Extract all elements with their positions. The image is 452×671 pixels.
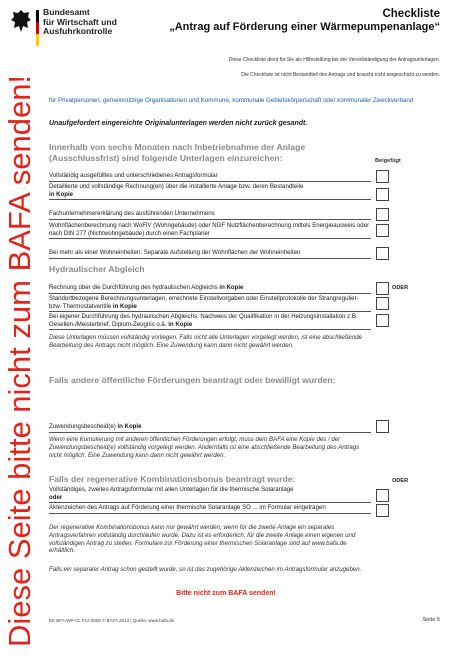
checkbox[interactable] — [376, 188, 389, 201]
page-title: Checkliste „Antrag auf Förderung einer Wärmepumpenanlage“ — [169, 8, 440, 33]
section3-note: Wenn eine Kumulierung mit anderen öffentlichen Förderungen erfolgt, muss dem BAFA eine Kopie des / der Zuwendungsbescheid(e) vollständig vorgelegt werden. Andernfalls ist eine abschließende Bearbeitung des Antrags nicht möglich. Eine Zuwendung kann dann nicht gewährt werden. — [49, 436, 360, 459]
oder-label: ODER — [392, 478, 409, 484]
checkbox[interactable] — [376, 247, 389, 260]
checkbox[interactable] — [376, 224, 389, 237]
logo-text: Bundesamt für Wirtschaft und Ausfuhrkontrolle — [43, 7, 117, 36]
checkbox[interactable] — [376, 504, 389, 517]
list-item: Fachunternehmererklärung des ausführenden Unternehmens — [49, 210, 371, 220]
list-item: Wohnflächenberechnung nach WoFlV (Wohngebäude) oder NGF Nutzflächenberechnung mittels Energieausweis oder nach DIN 277 (Nichtwohngebäude) durch einen Fachplaner — [49, 222, 371, 239]
side-warning-text: Diese Seite bitte nicht zum BAFA senden! — [2, 74, 37, 648]
list-item: Rechnung über die Durchführung des hydraulischen Abgleichs in Kopie — [49, 284, 371, 294]
checkbox[interactable] — [376, 314, 389, 327]
checkbox[interactable] — [376, 489, 389, 502]
section4-title: Falls der regenerative Kombinationsbonus beantragt wurde: — [49, 474, 296, 484]
eagle-icon — [10, 8, 32, 34]
checkbox[interactable] — [376, 282, 389, 295]
bottom-warning: Bitte nicht zum BAFA senden! — [176, 590, 276, 597]
section4-note-2: Falls ein separater Antrag schon gestellt wurde, so ist das zugehörige Aktenzeichen im Antragsformular anzugeben. — [49, 566, 362, 573]
list-item: Zuwendungsbescheid(e) in Kopie — [49, 423, 371, 433]
section4-note-1: Der regenerative Kombinationsbonus kann nur gewährt werden, wenn für die zweite Anlage ein separates Antragsverfahren vollständig durchlaufen wurde. Dazu ist es erforderlich, für die zweite Anlage einen eigenen und vollständigen Antrag zu stellen. Formulare zur Förderung einer thermischen Solaranlage sind auf www.bafa.de erhältlich. — [49, 524, 356, 555]
section2-note: Diese Unterlagen müssen vollständig vorliegen. Falls nicht alle Unterlagen vorgelegt werden, ist eine abschließende Bearbeitung des Antrags nicht möglich. Eine Zuwendung kann dann nicht gewährt werden. — [49, 334, 362, 349]
checkbox[interactable] — [376, 170, 389, 183]
list-item: Standortbezogene Berechnungsunterlagen, errechnete Einstellvorgaben oder Einstellprotokolle der Strangregulier- bzw. Thermostatventile in Kopie — [49, 295, 371, 312]
section1-title: Innerhalb von sechs Monaten nach Inbetriebnahme der Anlage (Ausschlussfrist) sind folgende Unterlagen einzureichen: — [49, 142, 306, 163]
header-note-1: Diese Checkliste dient für Sie als Hilfestellung bei der Vervollständigung der Antragsunterlagen. — [228, 57, 440, 63]
intro-text: für Privatpersonen, gemeinnützige Organisationen und Kommune, kommunale Gebietskörperschaft oder kommunaler Zweckverband — [49, 97, 414, 104]
list-item: Detaillierte und vollständige Rechnung(en) über die installierte Anlage bzw. deren Bestandteile in Kopie — [49, 183, 371, 200]
section3-title: Falls andere öffentliche Förderungen beantragt oder bewilligt wurden: — [49, 375, 336, 385]
checkbox[interactable] — [376, 420, 389, 433]
section2-title: Hydraulischer Abgleich — [49, 264, 145, 274]
page-number: Seite 5 — [422, 617, 440, 623]
header-note-2: Die Checkliste ist nicht Bestandteil des Antrags und braucht nicht eingeschickt zu werden. — [241, 72, 440, 78]
beigefuegt-label: Beigefügt — [375, 158, 401, 164]
list-item: Aktenzeichen des Antrags auf Förderung einer thermische Solaranlage SO ... im Formular eingetragen — [49, 504, 371, 514]
list-item: Bei eigener Durchführung des hydraulischen Abgleichs: Nachweis der Qualifikation in der Heizungsinstallation z.B. Gesellen-/Meisterbrief, Diplom-Zeugnis o.ä. in Kopie — [49, 313, 371, 330]
list-item: Vollständiges, zweites Antragsformular mit allen Unterlagen für die thermische Solaranlage oder — [49, 486, 371, 503]
oder-label: ODER — [392, 285, 409, 291]
list-item: Vollständig ausgefülltes und unterschriebenes Antragsformular — [49, 172, 371, 182]
flag-bar — [36, 10, 39, 46]
checkbox[interactable] — [376, 208, 389, 221]
originals-warning: Unaufgefordert eingereichte Originalunterlagen werden nicht zurück gesandt. — [49, 120, 308, 127]
checkbox[interactable] — [376, 297, 389, 310]
list-item: Bei mehr als einer Wohneinheiten: Separate Aufstellung der Wohnflächen der Wohneinheiten — [49, 249, 371, 259]
footer-text: EE BFA-WP-CL F12.0000 © BAFA 2013 | Quelle: www.bafa.de — [49, 618, 175, 623]
